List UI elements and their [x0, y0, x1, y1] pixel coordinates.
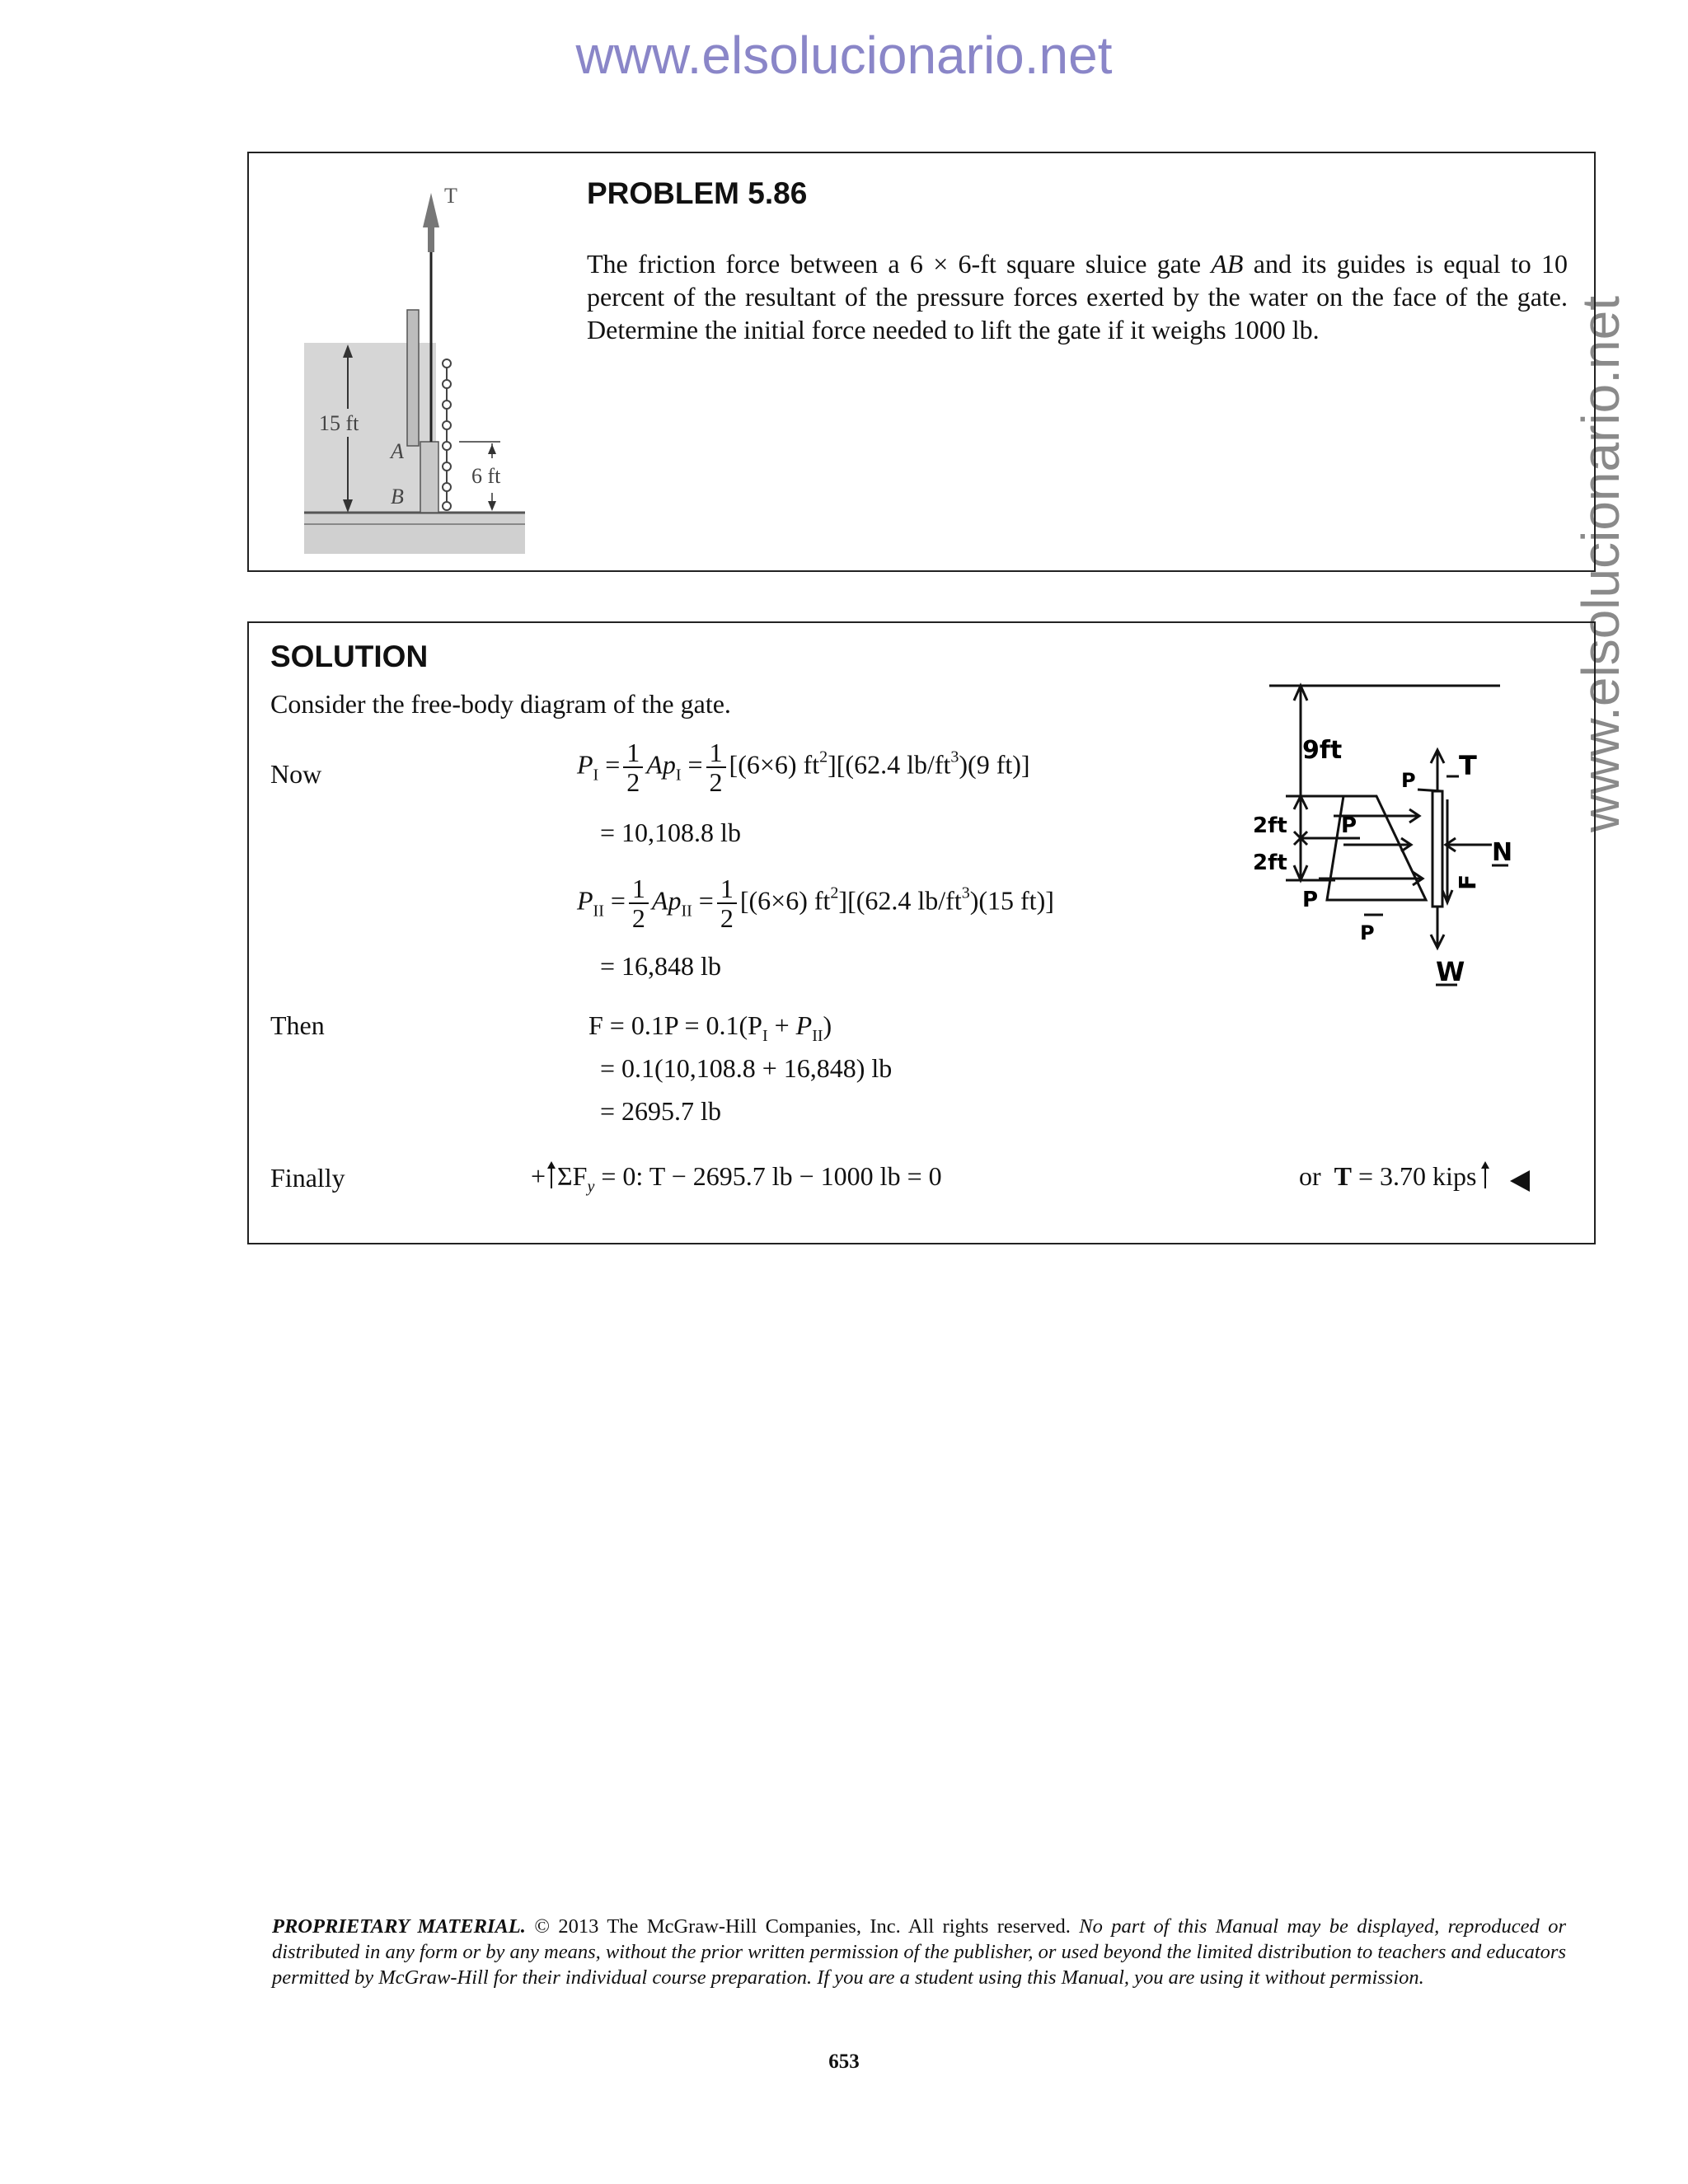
fbd-label-f: F [1454, 874, 1481, 890]
label-6ft: 6 ft [471, 464, 501, 488]
label-15ft: 15 ft [319, 411, 359, 435]
fbd-label-9ft: 9ft [1302, 736, 1343, 765]
fbd-label-t: T [1459, 750, 1477, 781]
problem-title: PROBLEM 5.86 [587, 176, 808, 210]
f-equation: $F = 0.1P = 0.1(P_I + P_{II})$ [588, 1010, 832, 1045]
free-body-diagram [1253, 668, 1550, 1047]
fbd-label-n: N [1492, 838, 1513, 867]
p2-equation: $P_{II}$ = $\frac{1}{2}$ $Ap_{II}$ = $\frac{1}{2}$ [(6×6) $ft^2][(62.4$ $lb/ft^3)(15$ ft)] [577, 874, 1054, 933]
f-line2: = 0.1(10,108.8 + 16,848) lb [600, 1053, 893, 1083]
watermark-top: www.elsolucionario.net [575, 26, 1113, 85]
fbd-label-p1-top: P [1401, 769, 1416, 792]
solution-box [247, 621, 1596, 1244]
p2-result: = 16,848 lb [600, 951, 721, 981]
then-label: Then [270, 1010, 325, 1040]
upper-wall [407, 310, 419, 446]
copyright-footer: PROPRIETARY MATERIAL. © 2013 The McGraw-Hill Companies, Inc. All rights reserved. No part of this Manual may be displayed, reproduced or distributed in any form or by any means, without the prior written permission of the publisher, or used beyond the limited distribution to teachers and educators permitted by McGraw-Hill for their individual course preparation. If you are a student using this Manual, you are using it without permission. [272, 1915, 1566, 1989]
page-number: 653 [828, 2050, 860, 2073]
answer-marker-icon [1508, 1169, 1533, 1193]
ground [304, 513, 525, 554]
fbd-label-2ft-a: 2ft [1253, 813, 1287, 838]
solution-title: SOLUTION [270, 640, 429, 673]
p1-equation: $P_I$ = $\frac{1}{2}$ $Ap_I$ = $\frac{1}{2}$ [(6×6) $ft^2][(62.4$ $lb/ft^3)(9$ ft)] [577, 738, 1030, 797]
sluice-gate-figure [294, 170, 542, 565]
solution-intro: Consider the free-body diagram of the gate. [270, 689, 731, 719]
problem-text: The friction force between a 6 × 6-ft square sluice gate AB and its guides is equal to 10 percent of the resultant of the pressure forces exerted by the water on the face of the gate. Determine the initial force needed to lift the gate if it weighs 1000 lb. [587, 249, 1568, 344]
fbd-label-w: W [1436, 956, 1465, 987]
answer: or T = 3.70 kips [1299, 1160, 1491, 1192]
up-arrow-icon [546, 1160, 557, 1190]
label-b: B [391, 485, 404, 509]
label-a: A [391, 439, 404, 463]
chain [443, 359, 451, 510]
problem-box [247, 152, 1596, 572]
gate-ab [420, 442, 438, 513]
final-equation: + $\Sigma F_y = 0$: T − 2695.7 lb − 1000 lb = 0 [531, 1161, 942, 1196]
watermark-side: www.elsolucionario.net [1571, 296, 1630, 832]
f-line3: = 2695.7 lb [600, 1096, 721, 1126]
fbd-label-p2-bottom: P [1360, 921, 1375, 944]
finally-label: Finally [270, 1163, 345, 1193]
label-t: T [444, 184, 457, 208]
fbd-label-p2: P [1302, 888, 1319, 912]
fbd-label-p1: P [1341, 813, 1357, 838]
fbd-label-2ft-b: 2ft [1253, 851, 1287, 875]
now-label: Now [270, 759, 322, 789]
up-arrow-icon [1479, 1160, 1491, 1190]
p1-result: = 10,108.8 lb [600, 818, 741, 847]
